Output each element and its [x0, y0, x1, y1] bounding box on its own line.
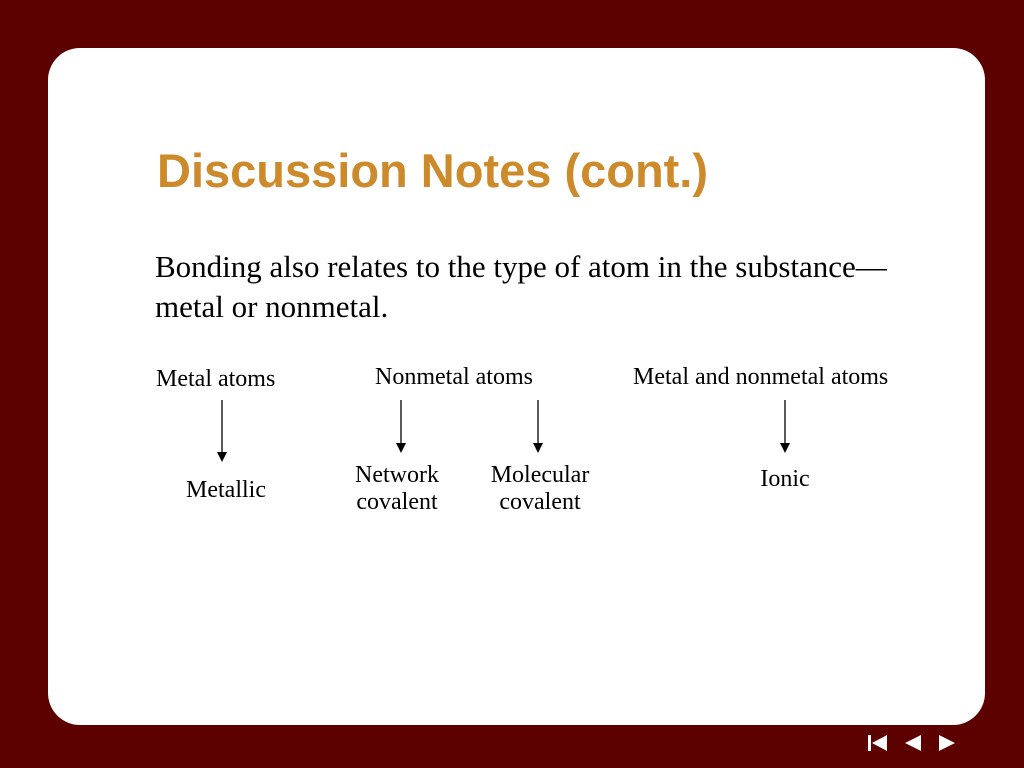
metallic-bond-label: Metallic: [186, 477, 266, 503]
molecular-covalent-label: Molecular covalent: [490, 462, 590, 515]
first-slide-icon[interactable]: [868, 734, 888, 752]
network-covalent-label: Network covalent: [355, 462, 439, 515]
network-arrow-icon: [395, 400, 407, 453]
ionic-arrow-icon: [779, 400, 791, 453]
ionic-bond-label: Ionic: [760, 466, 810, 492]
previous-slide-icon[interactable]: [903, 734, 923, 752]
metal-arrow-icon: [216, 400, 228, 462]
slide-title: Discussion Notes (cont.): [157, 144, 709, 197]
metal-atoms-label: Metal atoms: [156, 366, 276, 392]
slide-body-text: Bonding also relates to the type of atom in the substance—metal or nonmetal.: [155, 249, 887, 324]
molecular-arrow-icon: [532, 400, 544, 453]
next-slide-icon[interactable]: [937, 734, 957, 752]
metal-nonmetal-atoms-label: Metal and nonmetal atoms: [633, 364, 889, 390]
nonmetal-atoms-label: Nonmetal atoms: [375, 364, 533, 390]
